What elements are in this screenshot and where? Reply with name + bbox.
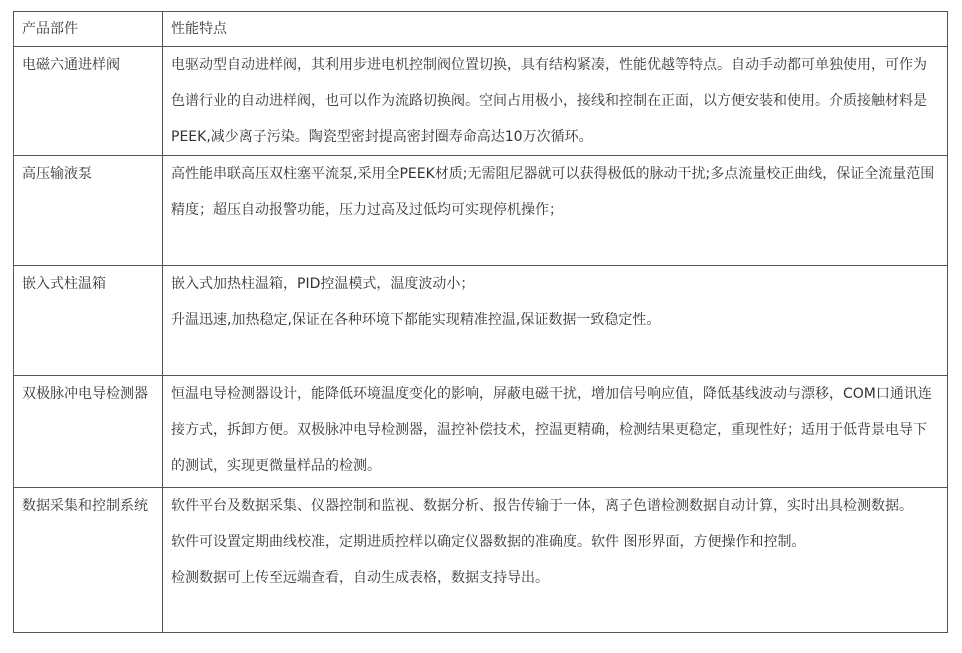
part-name: 嵌入式柱温箱 — [14, 266, 163, 376]
feature-text: 升温迅速,加热稳定,保证在各种环境下都能实现精准控温,保证数据一致稳定性。 — [171, 312, 661, 328]
part-features — [163, 156, 948, 266]
part-name: 电磁六通进样阀 — [14, 47, 163, 156]
feature-text: 检测数据可上传至远端查看，自动生成表格，数据支持导出。 — [171, 570, 549, 586]
part-name: 数据采集和控制系统 — [14, 488, 163, 633]
feature-text: 软件可设置定期曲线校准，定期进质控样以确定仪器数据的准确度。软件 图形界面，方便操作和控制。 — [171, 534, 806, 550]
part-name: 高压输液泵 — [14, 156, 163, 266]
feature-text: 高性能串联高压双柱塞平流泵,采用全PEEK材质;无需阻尼器就可以获得极低的脉动干扰;多点流量校正曲线，保证全流量范围精度；超压自动报警功能，压力过高及过低均可实现停机操作； — [171, 166, 935, 218]
spec-table — [13, 11, 948, 633]
table-row — [14, 266, 948, 376]
table-row — [14, 156, 948, 266]
header-features: 性能特点 — [163, 12, 948, 47]
header-part: 产品部件 — [14, 12, 163, 47]
part-features — [163, 488, 948, 633]
feature-text: 恒温电导检测器设计，能降低环境温度变化的影响，屏蔽电磁干扰，增加信号响应值，降低基线波动与漂移，COM口通讯连接方式，拆卸方便。双极脉冲电导检测器，温控补偿技术，控温更精确，检测结果更稳定，重现性好；适用于低背景电导下的测试，实现更微量样品的检测。 — [171, 386, 932, 474]
feature-text: 嵌入式加热柱温箱，PID控温模式，温度波动小； — [171, 276, 475, 292]
feature-text: 电驱动型自动进样阀，其利用步进电机控制阀位置切换，具有结构紧凑，性能优越等特点。自动手动都可单独使用，可作为色谱行业的自动进样阀，也可以作为流路切换阀。空间占用极小，接线和控制在正面，以方便安装和使用。介质接触材料是PEEK,减少离子污染。陶瓷型密封提高密封圈寿命高达10万次循环。 — [171, 57, 927, 145]
table-row — [14, 488, 948, 633]
part-features — [163, 266, 948, 376]
part-name: 双极脉冲电导检测器 — [14, 376, 163, 488]
part-features — [163, 376, 948, 488]
table-row — [14, 376, 948, 488]
table-header-row — [14, 12, 948, 47]
feature-text: 软件平台及数据采集、仪器控制和监视、数据分析、报告传输于一体，离子色谱检测数据自动计算，实时出具检测数据。 — [171, 498, 913, 514]
table-row — [14, 47, 948, 156]
part-features — [163, 47, 948, 156]
